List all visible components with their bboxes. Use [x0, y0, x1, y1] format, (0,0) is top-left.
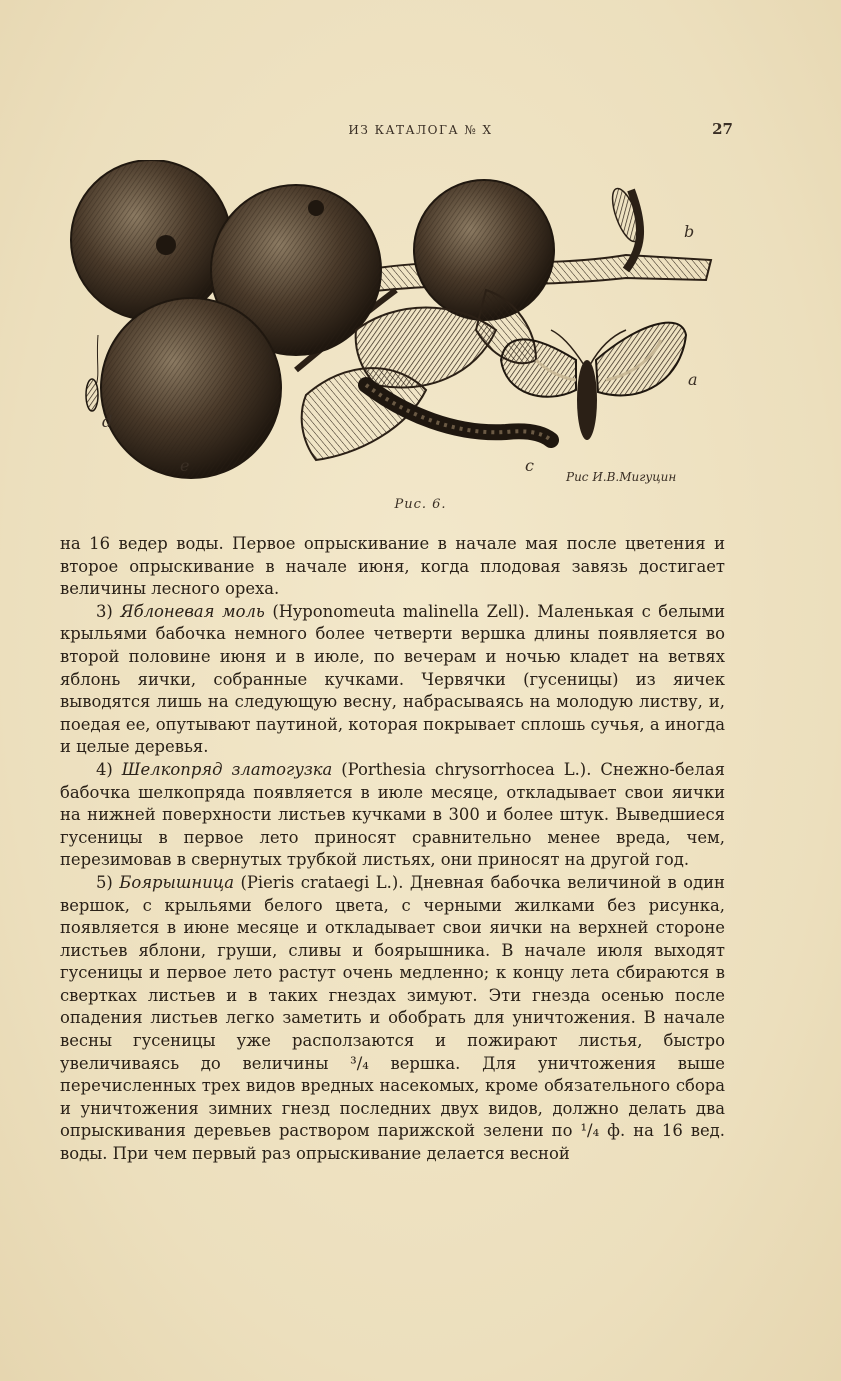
species-name: Шелкопряд златогузка — [121, 759, 333, 779]
item-number: 3) — [96, 601, 121, 621]
engraver-signature: Рис И.В.Мигуцин — [566, 470, 677, 484]
item-number: 5) — [96, 872, 120, 892]
figure-label-c: c — [525, 456, 534, 475]
item-number: 4) — [96, 759, 122, 779]
moth — [501, 323, 686, 440]
leaf-2 — [356, 308, 496, 388]
figure-label-e: e — [180, 456, 190, 475]
page-header — [0, 120, 841, 144]
cocoon — [86, 379, 98, 411]
figure-label-d: d — [102, 412, 113, 431]
figure-caption: Рис. 6. — [394, 497, 447, 512]
body-text — [60, 533, 725, 1166]
species-name: Боярышница — [119, 872, 234, 892]
running-title: ИЗ КАТАЛОГА № X — [348, 123, 493, 137]
paragraph-text: (Pieris crataegi L.). Дневная бабочка величиной в один вершок, с крыльями белого цвета, с черными жилками без рисунка, появляется в июне месяце и откладывает свои яички на верхней стороне листьев яблони, груши, сливы и боярышника. В начале июля выходят гусеницы и первое лето растут очень медленно; к концу лета сбираются в свертках листьев и в таких гнездах зимуют. Эти гнезда осенью после опадения листьев легко заметить и обобрать для уничтожения. В начале весны гусеницы уже расползаются и пожирают листья, быстро увеличиваясь до величины ³/₄ вершка. Для уничтожения выше перечисленных трех видов вредных насекомых, кроме обязательного сбора и уничтожения зимних гнезд последних двух видов, должно делать два опрыскивания деревьев раствором парижской зелени по ¹/₄ ф. на 16 вед. воды. При чем первый раз опрыскивание делается весной — [60, 872, 725, 1164]
paragraph-1 — [60, 601, 725, 759]
paragraph-0: на 16 ведер воды. Первое опрыскивание в начале мая после цветения и второе опрыскивание в начале июня, когда плодовая завязь достигает величины лесного ореха. — [60, 534, 725, 599]
paragraph-3 — [60, 872, 725, 1166]
figure-label-b: b — [684, 222, 695, 241]
figure-illustration — [66, 160, 716, 500]
species-name: Яблоневая моль — [120, 601, 265, 621]
paragraph-text: (Hyponomeuta malinella Zell). Маленькая с белыми крыльями бабочка немного более четверти вершка длины появляется во второй половине июня и в июле, по вечерам и ночью кладет на ветвях яблонь яички, собранные кучками. Червячки (гусеницы) из яичек выводятся лишь на следующую весну, набрасываясь на молодую листву, и, поедая ее, опутывают паутиной, которая покрывает сплошь сучья, а иногда и целые деревья. — [60, 601, 725, 757]
apples-moth-engraving — [66, 160, 716, 500]
page-number: 27 — [712, 120, 733, 138]
paragraph-text: (Porthesia chrysorrhocea L.). Снежно-белая бабочка шелкопряда появляется в июле месяце, откладывает свои яички на нижней поверхности листьев кучками в 300 и более штук. Выведшиеся гусеницы в первое лето приносят сравнительно менее вреда, чем, перезимовав в свернутых трубкой листьях, они приносят на другой год. — [60, 759, 725, 870]
paragraph-2 — [60, 759, 725, 872]
figure-label-a: a — [688, 370, 698, 389]
